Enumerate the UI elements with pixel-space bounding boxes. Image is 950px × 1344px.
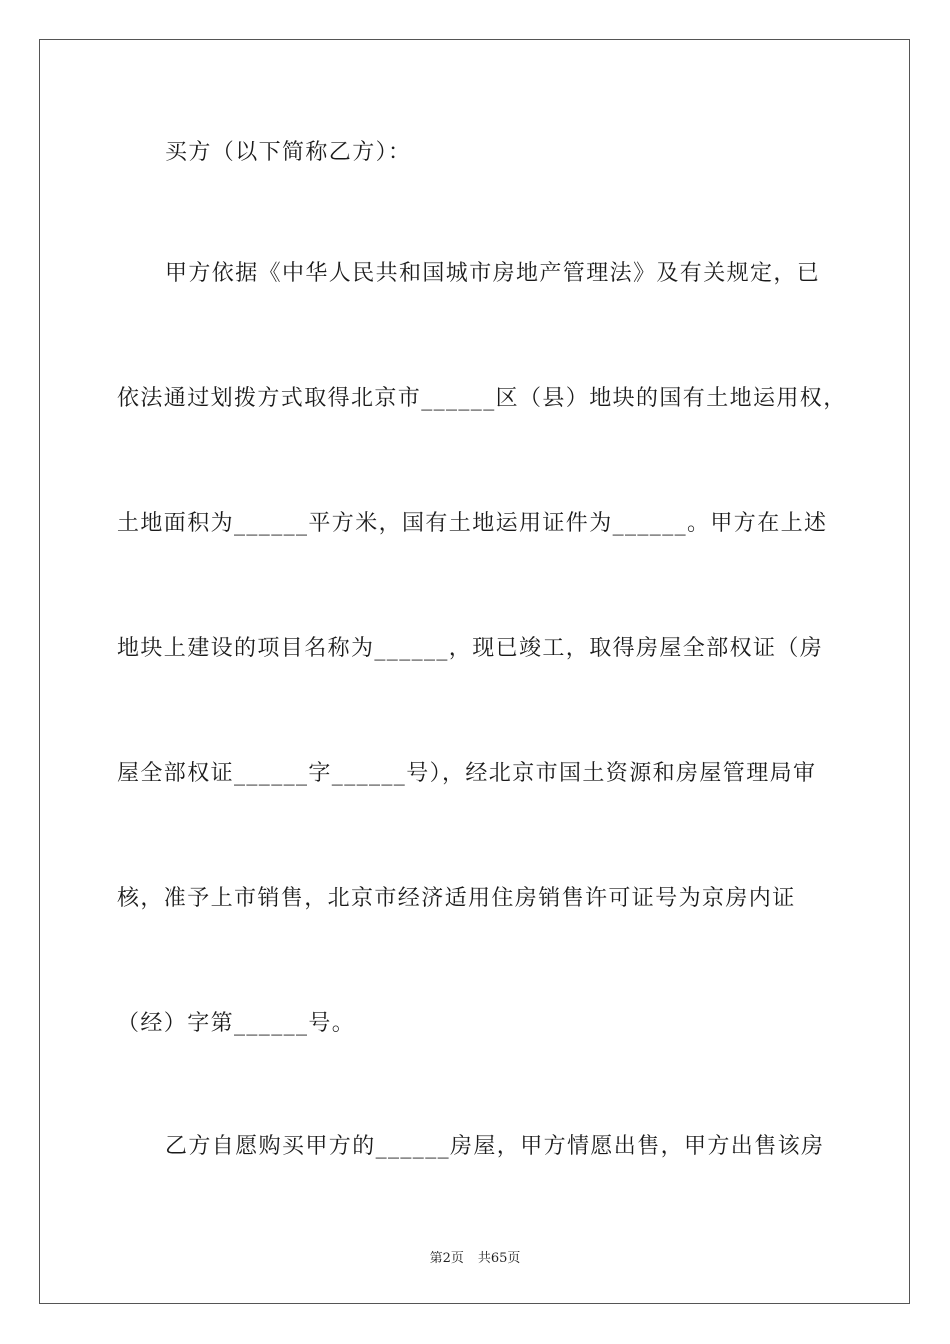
page-footer [0, 1247, 950, 1266]
page-number: 第2页 [429, 1251, 464, 1266]
text-line-8: （经）字第______号。 [117, 1011, 356, 1036]
text-line-4: 土地面积为______平方米，国有土地运用证件为______。甲方在上述 [117, 511, 828, 536]
text-line-9: 乙方自愿购买甲方的______房屋，甲方情愿出售，甲方出售该房 [165, 1134, 825, 1159]
text-line-6: 屋全部权证______字______号），经北京市国土资源和房屋管理局审 [117, 761, 817, 786]
text-line-7: 核，准予上市销售，北京市经济适用住房销售许可证号为京房内证 [117, 886, 796, 911]
text-line-1: 买方（以下简称乙方）： [165, 140, 412, 165]
page-border [39, 39, 910, 1304]
text-line-3: 依法通过划拨方式取得北京市______区（县）地块的国有土地运用权， [117, 386, 847, 411]
page-total: 共65页 [477, 1251, 521, 1266]
text-line-5: 地块上建设的项目名称为______，现已竣工，取得房屋全部权证（房 [117, 636, 824, 661]
text-line-2: 甲方依据《中华人民共和国城市房地产管理法》及有关规定，已 [165, 261, 821, 286]
